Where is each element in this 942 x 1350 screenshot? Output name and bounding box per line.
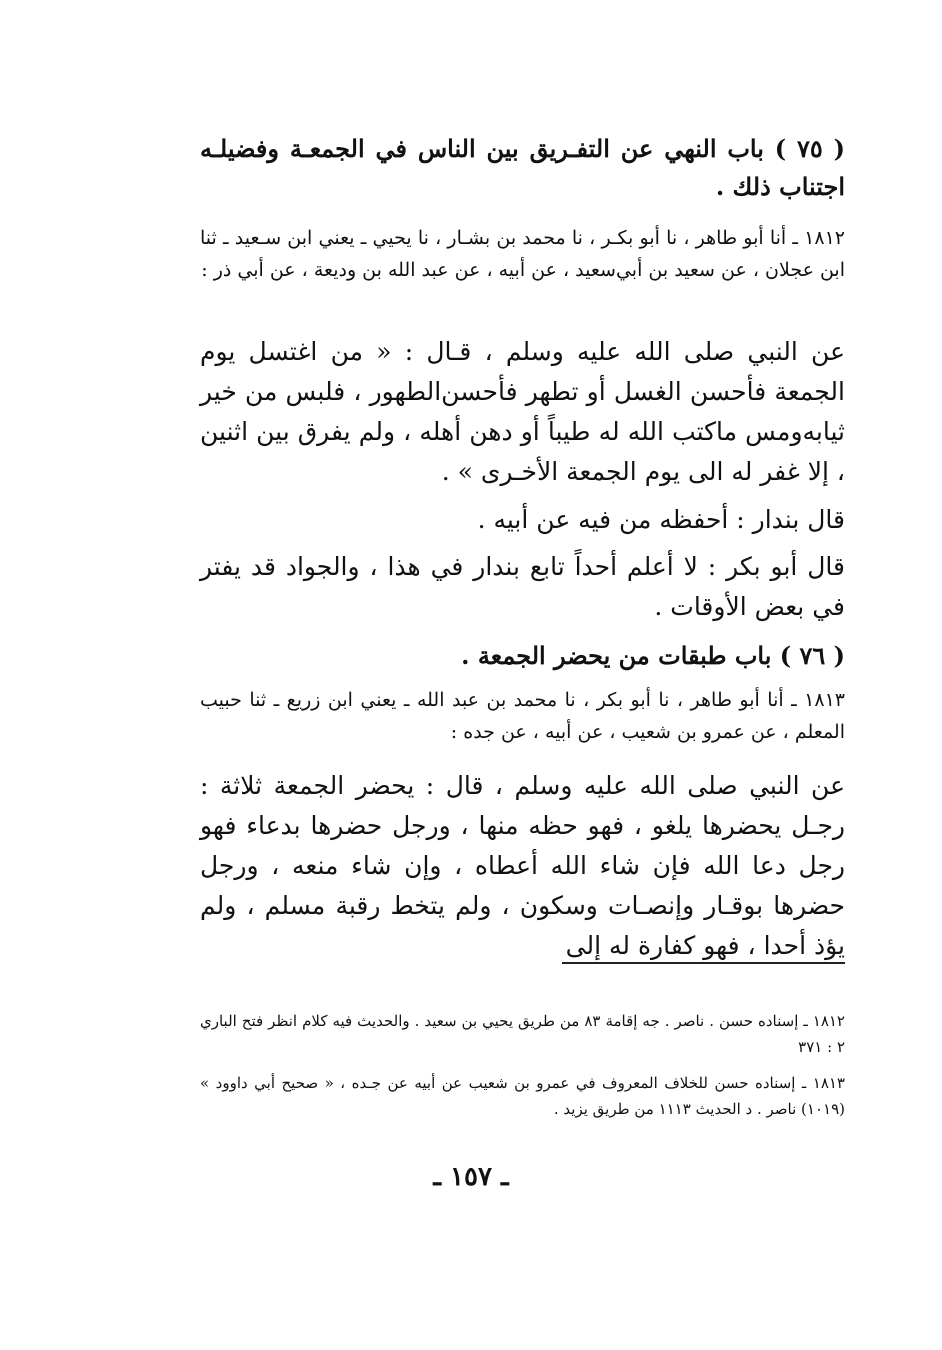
bundar-remark: قال بندار : أحفظه من فيه عن أبيه .	[477, 505, 845, 534]
footnote-1812: ١٨١٢ ـ إسناده حسن . ناصر . جه إقامة ٨٣ من طريق يحيي بن سعيد . والحديث فيه كلام انظر فتح الباري ٢ : ٣٧١	[200, 1012, 845, 1056]
page-number: ـ ١٥٧ ـ	[433, 1162, 509, 1192]
abubakr-remark: قال أبو بكر : لا أعلم أحداً تابع بندار في هذا ، والجواد قد يفتر في بعض الأوقات .	[200, 552, 845, 621]
footnote-1813: ١٨١٣ ـ إسناده حسن للخلاف المعروف في عمرو بن شعيب عن أبيه عن جـده ، « صحيح أبي داوود » (١٠١٩) ناصر . د الحديث ١١١٣ من طريق يزيد .	[200, 1074, 845, 1118]
footnote-separator	[562, 962, 845, 964]
hadith-1812-isnad: ١٨١٢ ـ أنا أبو طاهر ، نا أبو بكـر ، نا محمد بن بشـار ، نا يحيي ـ يعني ابن سـعيد ـ ثنا ابن عجلان ، عن سعيد بن أبي‌سعيد ، عن أبيه ، عن عبد الله بن وديعة ، عن أبي ذر :	[200, 227, 845, 281]
hadith-1813-isnad: ١٨١٣ ـ أنا أبو طاهر ، نا أبو بكر ، نا محمد بن عبد الله ـ يعني ابن زريع ـ ثنا حبيب المعلم ، عن عمرو بن شعيب ، عن أبيه ، عن جده :	[200, 689, 845, 743]
chapter-76-heading: ( ٧٦ ) باب طبقات من يحضر الجمعة .	[461, 641, 845, 670]
hadith-1812-matn: عن النبي صلى الله عليه وسلم ، قـال : « من اغتسل يوم الجمعة فأحسن الغسل أو تطهر فأحسن‌الطهور ، فلبس من خير ثيابه‌ومس ماكتب الله له طيباً أو دهن أهله ، ولم يفرق بين اثنين ، إلا غفر له الى يوم الجمعة الأخـرى » .	[200, 337, 845, 486]
chapter-75-heading: ( ٧٥ ) باب النهي عن التفـريق بين الناس في الجمعـة وفضيلـه اجتناب ذلك .	[200, 134, 845, 201]
hadith-1813-matn: عن النبي صلى الله عليه وسلم ، قال : يحضر الجمعة ثلاثة : رجـل يحضرها يلغو ، فهو حظه منها ، ورجل حضرها بدعاء فهو رجل دعا الله فإن شاء الله أعطاه ، وإن شاء منعه ، ورجل حضرها بوقـار وإنصـات وسكون ، ولم يتخط رقبة مسلم ، ولم يؤذ أحدا ، فهو كفارة له إلى	[200, 771, 845, 960]
